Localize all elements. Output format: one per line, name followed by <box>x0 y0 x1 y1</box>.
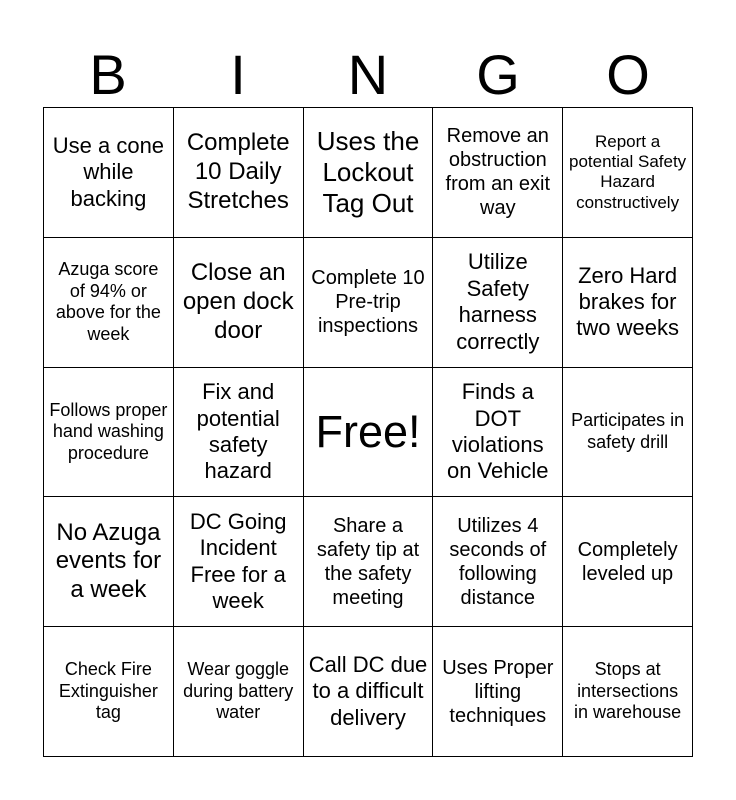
bingo-cell-r1-c3[interactable] <box>433 238 563 368</box>
bingo-cell-r3-c1[interactable] <box>174 497 304 627</box>
bingo-cell-r2-c0[interactable] <box>44 368 174 498</box>
bingo-cell-r4-c4[interactable] <box>563 627 693 757</box>
bingo-cell-r3-c3[interactable] <box>433 497 563 627</box>
header-letter-n: N <box>347 43 389 106</box>
header-letter-o: O <box>606 43 650 106</box>
cell-text: Utilize Safety harness correctly <box>456 249 540 354</box>
bingo-cell-r3-c2[interactable] <box>304 497 434 627</box>
cell-text: Uses Proper lifting techniques <box>442 656 554 727</box>
cell-text: Remove an obstruction from an exit way <box>445 125 551 220</box>
bingo-cell-free[interactable] <box>304 368 434 498</box>
bingo-cell-r0-c0[interactable] <box>44 108 174 238</box>
bingo-header <box>43 44 693 106</box>
cell-text: Utilizes 4 seconds of following distance <box>449 514 547 609</box>
cell-text: Check Fire Extinguisher tag <box>58 659 158 723</box>
header-letter-g: G <box>476 43 520 106</box>
cell-text: DC Going Incident Free for a week <box>189 509 287 614</box>
cell-text: Azuga score of 94% or above for the week <box>55 259 161 344</box>
bingo-cell-r0-c2[interactable] <box>304 108 434 238</box>
bingo-cell-r4-c3[interactable] <box>433 627 563 757</box>
cell-text: Wear goggle during battery water <box>183 659 294 723</box>
cell-text: Report a potential Safety Hazard constructively <box>568 131 687 212</box>
header-letter-i: I <box>230 43 246 106</box>
header-letter-b: B <box>89 43 127 106</box>
cell-text: Uses the Lockout Tag Out <box>316 125 420 218</box>
cell-text: Fix and potential safety hazard <box>196 379 280 484</box>
cell-text: No Azuga events for a week <box>55 518 162 604</box>
bingo-cell-r1-c1[interactable] <box>174 238 304 368</box>
bingo-cell-r0-c3[interactable] <box>433 108 563 238</box>
bingo-cell-r1-c0[interactable] <box>44 238 174 368</box>
bingo-cell-r1-c4[interactable] <box>563 238 693 368</box>
bingo-cell-r2-c3[interactable] <box>433 368 563 498</box>
bingo-cell-r0-c4[interactable] <box>563 108 693 238</box>
bingo-cell-r4-c0[interactable] <box>44 627 174 757</box>
bingo-cell-r4-c2[interactable] <box>304 627 434 757</box>
cell-text: Zero Hard brakes for two weeks <box>576 262 679 341</box>
cell-text: Finds a DOT violations on Vehicle <box>447 379 549 484</box>
cell-text: Call DC due to a difficult delivery <box>308 652 428 730</box>
cell-text: Completely leveled up <box>577 538 678 585</box>
bingo-cell-r3-c0[interactable] <box>44 497 174 627</box>
bingo-cell-r1-c2[interactable] <box>304 238 434 368</box>
bingo-cell-r2-c1[interactable] <box>174 368 304 498</box>
free-space-label: Free! <box>315 405 421 457</box>
cell-text: Follows proper hand washing procedure <box>49 399 168 463</box>
cell-text: Use a cone while backing <box>52 132 165 211</box>
cell-text: Participates in safety drill <box>571 410 685 452</box>
bingo-cell-r2-c4[interactable] <box>563 368 693 498</box>
cell-text: Close an open dock door <box>182 259 294 344</box>
bingo-board <box>43 107 693 757</box>
bingo-cell-r4-c1[interactable] <box>174 627 304 757</box>
cell-text: Share a safety tip at the safety meeting <box>316 514 420 609</box>
cell-text: Complete 10 Pre-trip inspections <box>311 267 425 338</box>
bingo-cell-r3-c4[interactable] <box>563 497 693 627</box>
bingo-cell-r0-c1[interactable] <box>174 108 304 238</box>
cell-text: Complete 10 Daily Stretches <box>186 129 290 214</box>
cell-text: Stops at intersections in warehouse <box>574 659 682 723</box>
